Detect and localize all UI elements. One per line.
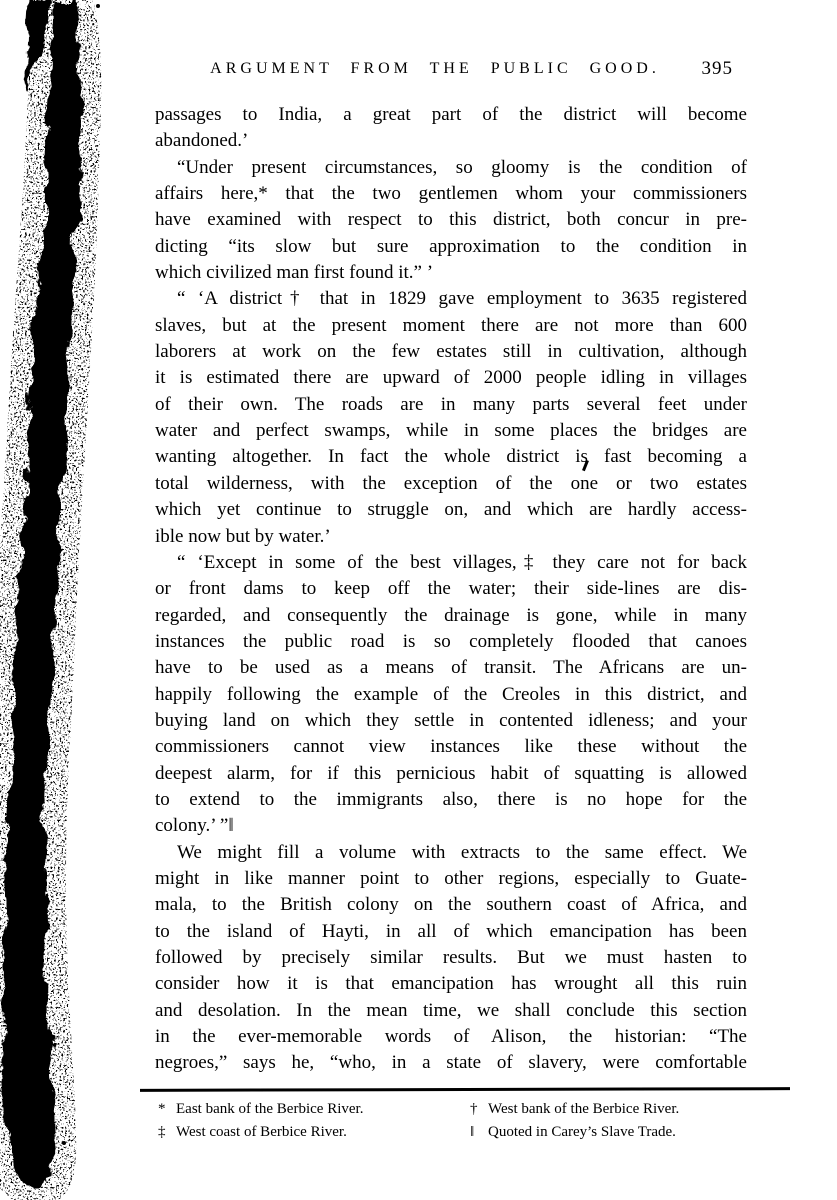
text-line: wanting altogether. In fact the whole district is fast becoming a xyxy=(155,446,747,468)
text-line: deepest alarm, for if this pernicious habit of squatting is allowed xyxy=(155,762,747,784)
paragraph xyxy=(155,155,747,287)
text-line: have to be used as a means of transit. The Africans are un- xyxy=(155,657,747,679)
footnote-column-right xyxy=(470,1098,679,1144)
text-line: which yet continue to struggle on, and which are hardly access- xyxy=(155,499,747,521)
footnote-item xyxy=(470,1121,679,1144)
text-line: it is estimated there are upward of 2000 people idling in villages xyxy=(155,367,747,389)
text-line: water and perfect swamps, while in some places the bridges are xyxy=(155,420,747,442)
text-line: happily following the example of the Creoles in this district, and xyxy=(155,683,747,705)
footnote-marker: * xyxy=(158,1101,166,1117)
text-line: followed by precisely similar results. But we must hasten to xyxy=(155,947,747,968)
footnote-divider xyxy=(140,1087,790,1091)
text-line: “Under present circumstances, so gloomy is the condition of xyxy=(177,156,747,178)
footnote-item xyxy=(470,1098,679,1121)
page-body xyxy=(155,102,747,1077)
text-line: ible now but by water.’ xyxy=(155,525,331,547)
footnote-text: West coast of Berbice River. xyxy=(176,1124,347,1140)
text-line: “ ‘A district† that in 1829 gave employment to 3635 registered xyxy=(177,288,747,310)
text-line: total wilderness, with the exception of the one or two estates xyxy=(155,472,747,494)
footnote-text: East bank of the Berbice River. xyxy=(176,1101,364,1117)
footnote-item xyxy=(158,1098,470,1121)
text-line: in the ever-memorable words of Alison, the historian: “The xyxy=(155,1026,747,1048)
footnote-text: West bank of the Berbice River. xyxy=(488,1101,680,1117)
text-line: dicting “its slow but sure approximation to the condition in xyxy=(155,235,747,257)
text-line: which civilized man first found it.” ’ xyxy=(155,262,434,284)
footnotes xyxy=(158,1098,798,1144)
text-line: to the island of Hayti, in all of which emancipation has been xyxy=(155,920,747,942)
text-line: instances the public road is so completely flooded that canoes xyxy=(155,630,747,652)
footnote-item xyxy=(158,1121,470,1144)
page-header xyxy=(0,60,837,86)
paragraph xyxy=(155,550,747,840)
text-line: affairs here,* that the two gentlemen whom your commissioners xyxy=(155,183,747,205)
footnote-column-left xyxy=(158,1098,470,1144)
text-line: regarded, and consequently the drainage is gone, while in many xyxy=(155,604,747,626)
text-line: or front dams to keep off the water; their side-lines are dis- xyxy=(155,578,747,600)
footnote-text: Quoted in Carey’s Slave Trade. xyxy=(488,1124,676,1140)
text-line: slaves, but at the present moment there are not more than 600 xyxy=(155,314,747,336)
footnote-marker: ‡ xyxy=(158,1124,166,1140)
text-line: passages to India, a great part of the district will become xyxy=(155,104,747,125)
text-line: have examined with respect to this district, both concur in pre- xyxy=(155,209,747,231)
text-line: mala, to the British colony on the southern coast of Africa, and xyxy=(155,894,747,916)
paragraph xyxy=(155,840,747,1077)
text-line: consider how it is that emancipation has wrought all this ruin xyxy=(155,973,747,995)
footnote-marker: ‖ xyxy=(470,1124,475,1140)
text-line: of their own. The roads are in many parts several feet under xyxy=(155,393,747,415)
footnote-marker: † xyxy=(470,1101,478,1117)
text-line: colony.’ ”‖ xyxy=(155,815,234,837)
text-line: We might fill a volume with extracts to the same effect. We xyxy=(177,841,747,863)
text-line: abandoned.’ xyxy=(155,130,249,152)
paragraph xyxy=(155,102,747,155)
ink-smudge-artifact xyxy=(0,0,130,1200)
page-number: 395 xyxy=(701,58,733,79)
text-line: commissioners cannot view instances like these without the xyxy=(155,736,747,758)
text-line: “ ‘Except in some of the best villages,‡ they care not for back xyxy=(177,551,747,573)
text-line: negroes,” says he, “who, in a state of slavery, were comfortable xyxy=(155,1052,747,1074)
text-line: and desolation. In the mean time, we shall conclude this section xyxy=(155,999,747,1021)
text-line: might in like manner point to other regions, especially to Guate- xyxy=(155,867,747,889)
paragraph xyxy=(155,286,747,549)
text-line: to extend to the immigrants also, there is no hope for the xyxy=(155,788,747,810)
running-title: ARGUMENT FROM THE PUBLIC GOOD. xyxy=(210,60,660,77)
text-line: laborers at work on the few estates still in cultivation, although xyxy=(155,341,747,363)
text-line: buying land on which they settle in contented idleness; and your xyxy=(155,709,747,731)
